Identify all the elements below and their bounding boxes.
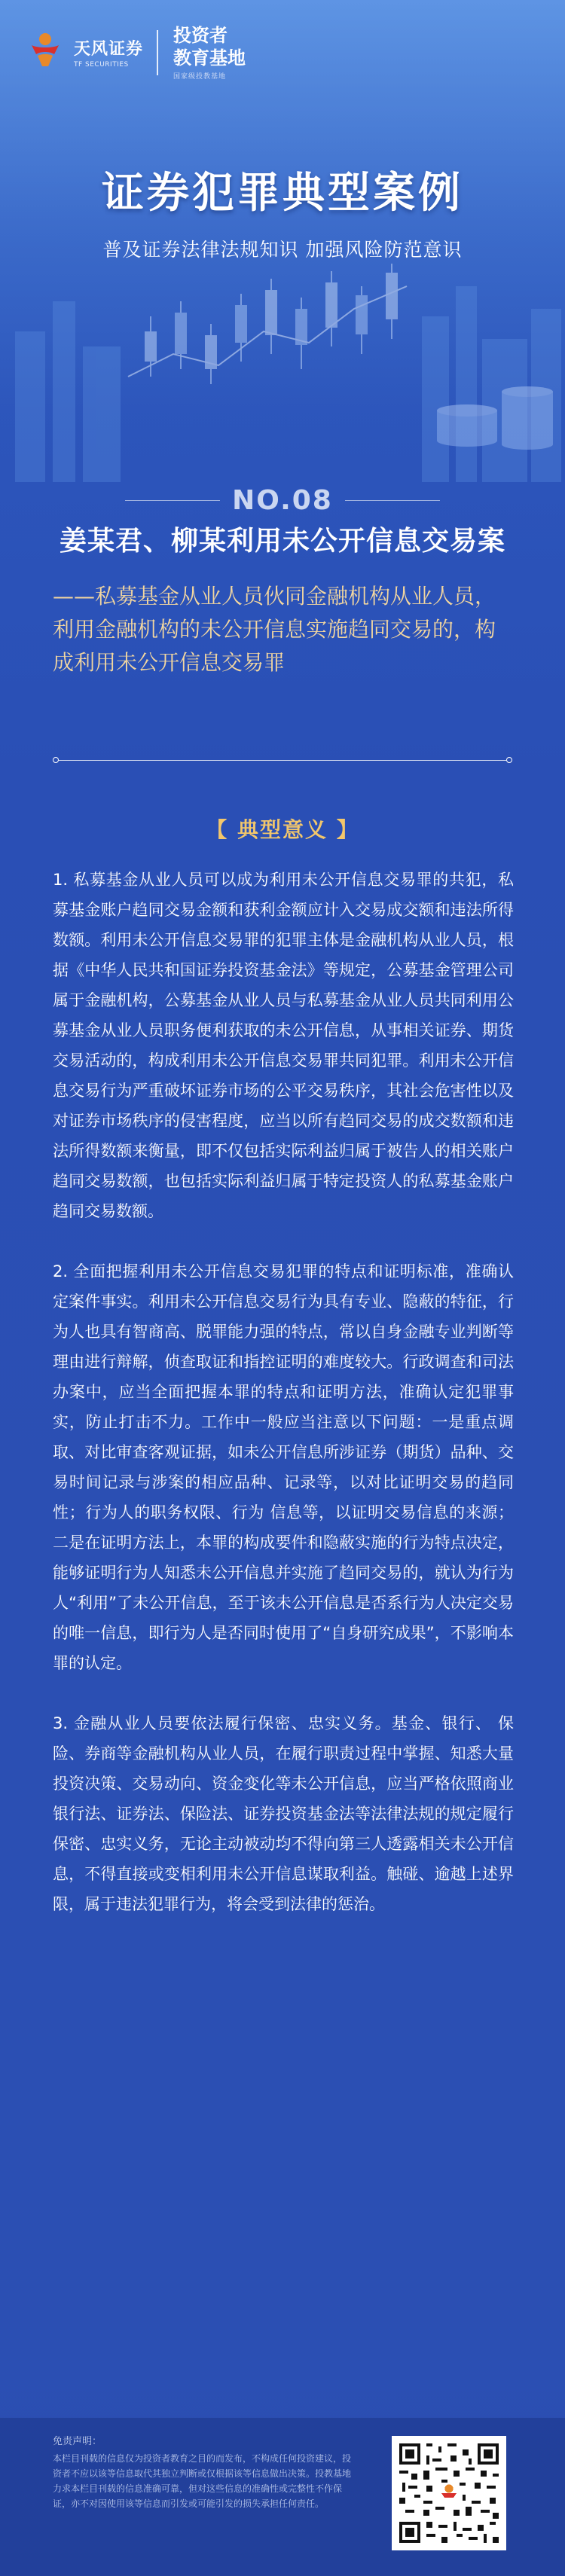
logo-divider (157, 30, 158, 75)
section-body (53, 865, 514, 1949)
case-title: 姜某君、柳某利用未公开信息交易案 (59, 526, 505, 557)
divider-dot-right (506, 757, 512, 763)
disclaimer-text: 本栏目刊载的信息仅为投资者教育之目的而发布，不构成任何投资建议，投资者不应以该等信息取代其独立判断或仅根据该等信息做出决策。投教基地力求本栏目刊载的信息准确可靠，但对这些信息的准确性或完整性不作保证，亦不对因使用该等信息而引发或可能引发的损失承担任何责任。 (53, 2453, 352, 2509)
brand-name-cn: 天风证券 (74, 40, 144, 59)
paragraph-1: 1. 私募基金从业人员可以成为利用未公开信息交易罪的共犯，私募基金账户趋同交易金额和获利金额应计入交易成交额和违法所得数额。利用未公开信息交易罪的犯罪主体是金融机构从业人员，根据《中华人民共和国证券投资基金法》等规定，公募基金管理公司属于金融机构，公募基金从业人员与私募基金从业人员共同利用公募基金从业人员职务便利获取的未公开信息，从事相关证券、期货交易活动的，构成利用未公开信息交易罪共同犯罪。利用未公开信息交易行为严重破坏证券市场的公平交易秩序，其社会危害性以及对证券市场秩序的侵害程度，应当以所有趋同交易的成交数额和违法所得数额来衡量，即不仅包括实际利益归属于被告人的相关账户趋同交易数额，也包括实际利益归属于特定投资人的私募基金账户趋同交易数额。 (53, 871, 514, 1220)
divider-dot-left (53, 757, 59, 763)
paragraph-3: 3. 金融从业人员要依法履行保密、忠实义务。基金、银行、 保险、券商等金融机构从业人员，在履行职责过程中掌握、知悉大量投资决策、交易动向、资金变化等未公开信息，应当严格依照商业银行法、证券法、保险法、证券投资基金法等法律法规的规定履行保密、忠实义务，无论主动被动均不得向第三人透露相关未公开信息，不得直接或变相利用未公开信息谋取利益。触碰、逾越上述界限，属于违法犯罪行为，将会受到法律的惩治。 (53, 1714, 514, 1913)
brand-header (21, 24, 246, 81)
base-name-line2: 教育基地 (173, 47, 246, 69)
base-subtitle: 国家级投教基地 (173, 73, 227, 81)
tf-securities-logo-icon (21, 29, 69, 77)
qr-code-icon[interactable] (392, 2436, 506, 2550)
paragraph-2: 2. 全面把握利用未公开信息交易犯罪的特点和证明标准，准确认定案件事实。利用未公开信息交易行为具有专业、隐蔽的特征，行为人也具有智商高、脱罪能力强的特点，常以自身金融专业判断等理由进行辩解，侦查取证和指控证明的难度较大。行政调查和司法办案中，应当全面把握本罪的特点和证明方法，准确认定犯罪事实，防止打击不力。工作中一般应当注意以下问题：一是重点调取、对比审查客观证据，如未公开信息所涉证券（期货）品种、交易时间记录与涉案的相应品种、记录等，以对比证明交易的趋同性；行为人的职务权限、行为 信息等，以证明交易信息的来源；二是在证明方法上，本罪的构成要件和隐蔽实施的行为特点决定，能够证明行为人知悉未公开信息并实施了趋同交易的，就认为行为人“利用”了未公开信息，至于该未公开信息是否系行为人决定交易的唯一信息，即行为人是否同时使用了“自身研究成果”，不影响本罪的认定。 (53, 1262, 514, 1672)
section-divider (53, 756, 512, 764)
case-number: NO.08 (232, 484, 333, 516)
case-number-rule-right (345, 500, 440, 501)
case-number-rule-left (125, 500, 220, 501)
case-description: ——私募基金从业人员伙同金融机构从业人员，利用金融机构的未公开信息实施趋同交易的，构成利用未公开信息交易罪 (53, 584, 496, 675)
page-title: 证券犯罪典型案例 (102, 169, 463, 218)
disclaimer-title: 免责声明： (53, 2436, 102, 2447)
page-subtitle: 普及证券法律法规知识 加强风险防范意识 (102, 239, 463, 261)
section-heading: 【 典型意义 】 (206, 817, 359, 842)
brand-name-en: TF SECURITIES (74, 61, 129, 69)
base-name-line1: 投资者 (173, 25, 228, 46)
footer (0, 2418, 565, 2576)
case-number-row (125, 485, 440, 515)
